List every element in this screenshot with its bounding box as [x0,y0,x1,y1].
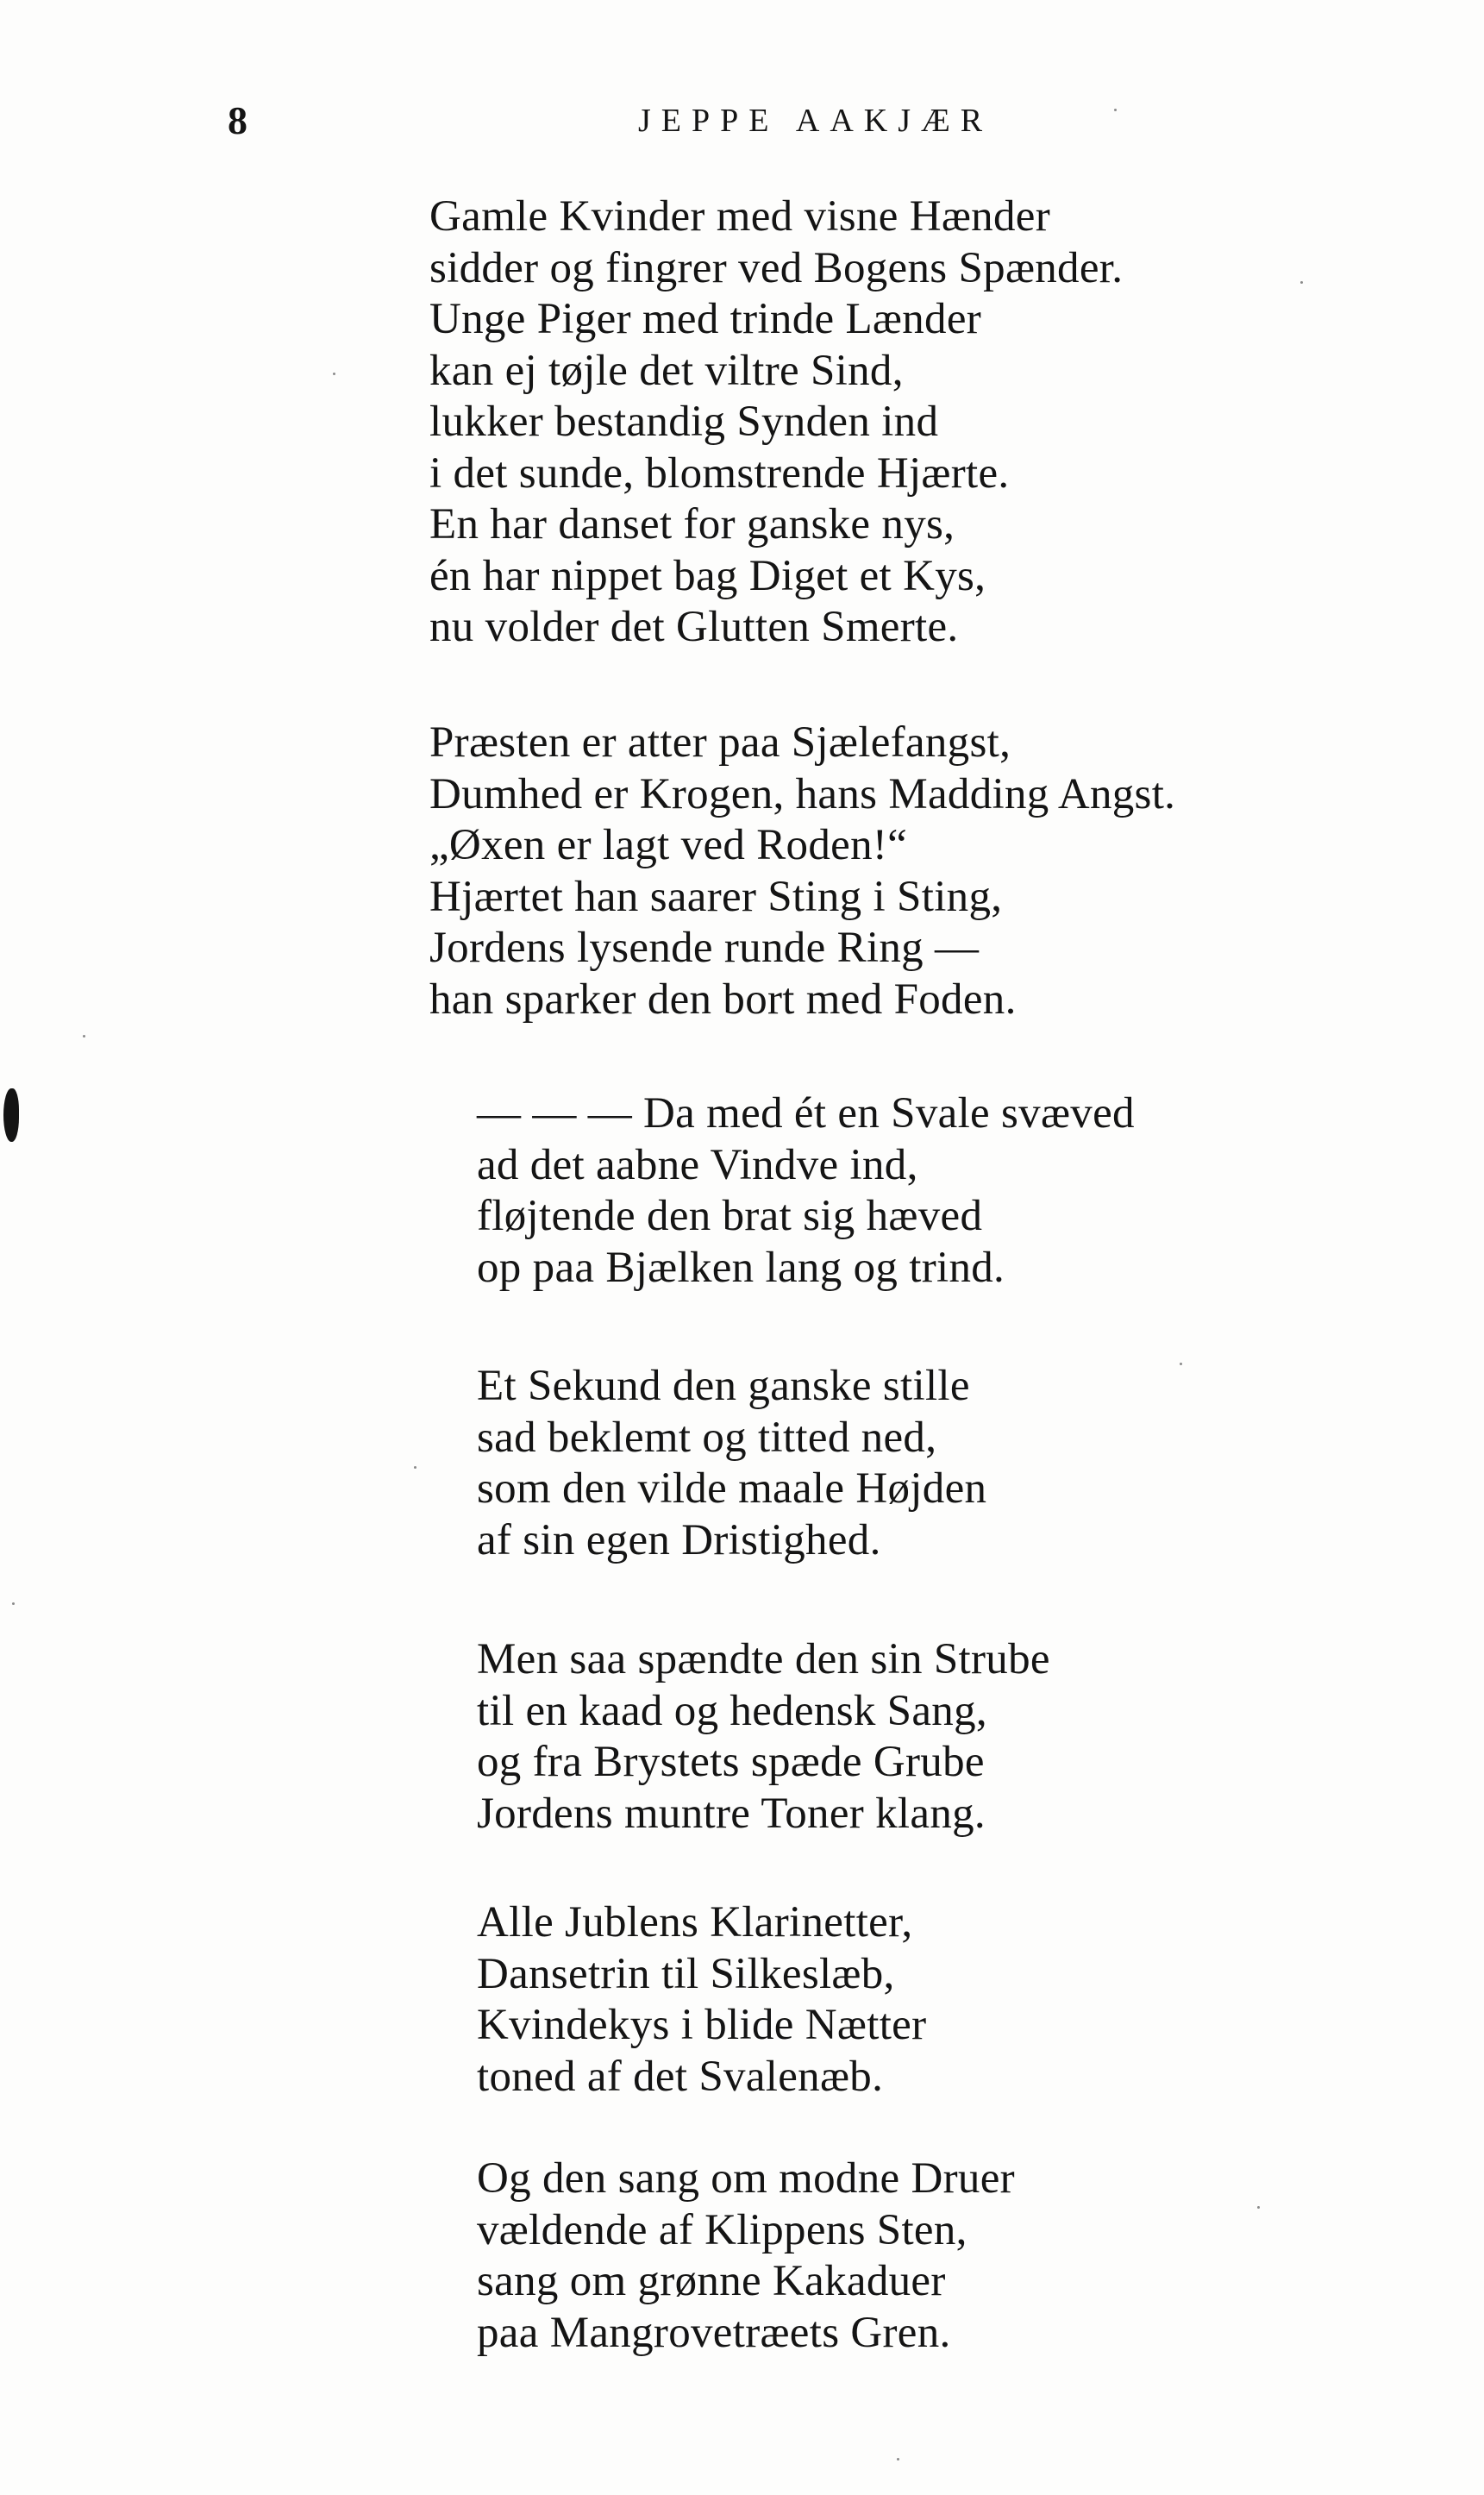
verse-line: nu volder det Glutten Smerte. [429,603,959,651]
verse-line: op paa Bjælken lang og trind. [477,1243,1005,1292]
paper-speck [333,373,335,375]
margin-ink-mark [3,1088,19,1142]
paper-speck [83,1035,85,1037]
stanza-7 [477,2153,1015,2359]
verse-line: — — — Da med ét en Svale svæved [477,1089,1135,1138]
stanza-5 [477,1634,1050,1840]
stanza-1 [429,191,1123,654]
stanza-6 [477,1897,926,2103]
verse-line: kan ej tøjle det viltre Sind, [429,346,904,395]
running-title: JEPPE AAKJÆR [638,103,993,139]
paper-speck [12,1602,15,1605]
verse-line: En har danset for ganske nys, [429,500,955,549]
paper-speck [1180,1363,1182,1365]
verse-line: Alle Jublens Klarinetter, [477,1898,913,1946]
verse-line: „Øxen er lagt ved Roden!“ [429,821,908,869]
verse-line: fløjtende den brat sig hæved [477,1192,983,1240]
verse-line: af sin egen Dristighed. [477,1515,881,1564]
verse-line: sang om grønne Kakaduer [477,2257,946,2305]
verse-line: én har nippet bag Diget et Kys, [429,551,986,600]
verse-line: som den vilde maale Højden [477,1464,987,1513]
stanza-4 [477,1361,986,1566]
verse-line: sidder og fingrer ved Bogens Spænder. [429,243,1124,292]
verse-line: Præsten er atter paa Sjælefangst, [429,718,1011,767]
verse-line: Og den sang om modne Druer [477,2154,1015,2203]
verse-line: Jordens muntre Toner klang. [477,1789,986,1838]
verse-line: Gamle Kvinder med visne Hænder [429,192,1050,241]
page-number: 8 [228,98,247,142]
paper-speck [414,1466,416,1469]
verse-line: i det sunde, blomstrende Hjærte. [429,448,1010,498]
verse-line: og fra Brystets spæde Grube [477,1738,985,1786]
verse-line: Dansetrin til Silkeslæb, [477,1949,895,1998]
verse-line: Et Sekund den ganske stille [477,1362,970,1410]
verse-line: Hjærtet han saarer Sting i Sting, [429,872,1003,921]
paper-speck [897,2458,899,2461]
verse-line: sad beklemt og titted ned, [477,1413,937,1462]
verse-line: Dumhed er Krogen, hans Madding Angst. [429,769,1176,818]
verse-line: lukker bestandig Synden ind [429,398,939,446]
verse-line: Jordens lysende runde Ring — [429,924,980,972]
verse-line: han sparker den bort med Foden. [429,975,1017,1024]
verse-line: Men saa spændte den sin Strube [477,1635,1050,1683]
paper-speck [1114,109,1117,111]
stanza-3 [477,1088,1135,1294]
verse-line: vældende af Klippens Sten, [477,2205,967,2254]
verse-line: paa Mangrovetræets Gren. [477,2308,951,2357]
verse-line: Kvindekys i blide Nætter [477,2001,927,2049]
verse-line: ad det aabne Vindve ind, [477,1140,918,1189]
verse-line: Unge Piger med trinde Lænder [429,295,982,343]
verse-line: til en kaad og hedensk Sang, [477,1686,987,1735]
paper-speck [1300,281,1303,284]
stanza-2 [429,718,1175,1025]
verse-line: toned af det Svalenæb. [477,2052,884,2101]
paper-speck [1257,2206,1260,2209]
